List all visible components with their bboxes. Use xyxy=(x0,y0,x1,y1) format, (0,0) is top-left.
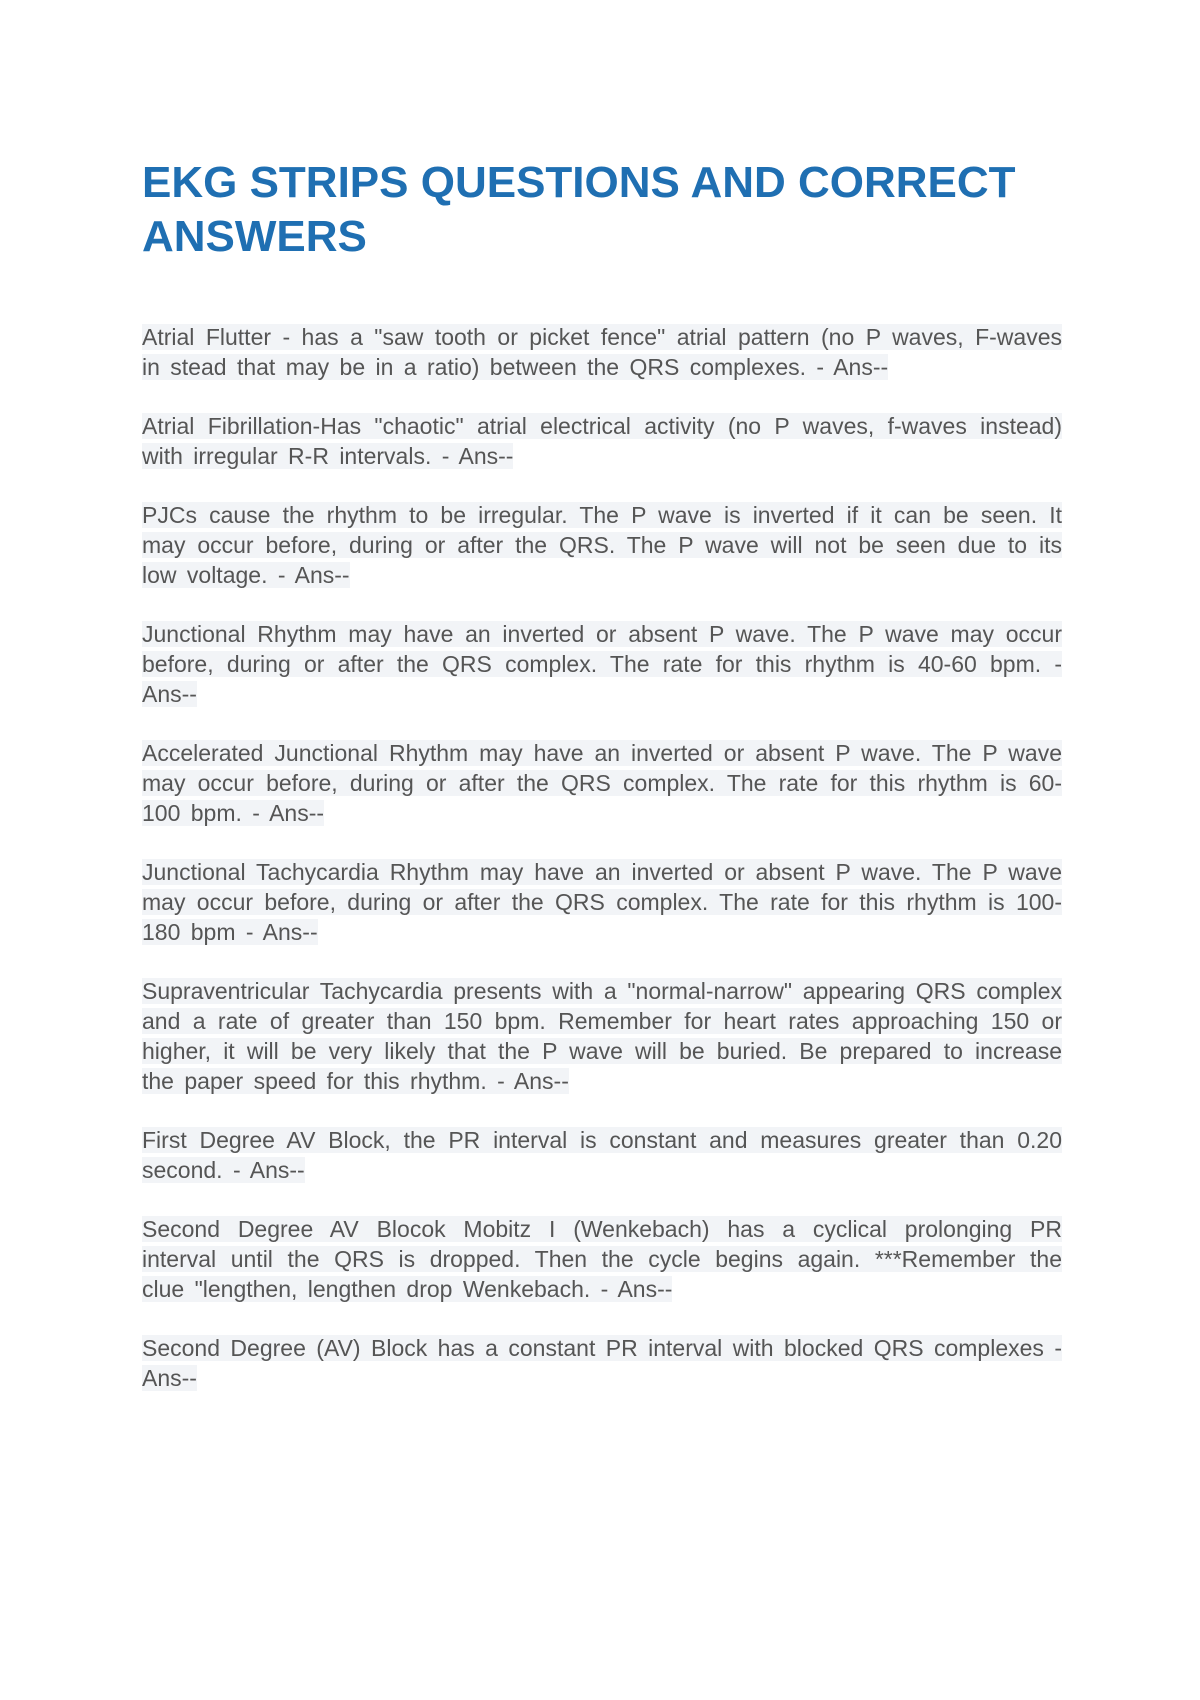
qa-item-mobitz-1 xyxy=(142,1214,1062,1304)
qa-item-text: Atrial Flutter - has a "saw tooth or picket fence" atrial pattern (no P waves, F-waves in stead that may be in a ratio) between the QRS complexes. - Ans-- xyxy=(142,324,1062,380)
qa-item-accelerated-junctional xyxy=(142,738,1062,828)
qa-item-atrial-flutter xyxy=(142,322,1062,382)
qa-item-text: Second Degree (AV) Block has a constant PR interval with blocked QRS complexes - Ans-- xyxy=(142,1335,1062,1391)
document-title: EKG STRIPS QUESTIONS AND CORRECT ANSWERS xyxy=(142,158,1016,261)
qa-item-first-degree-block xyxy=(142,1125,1062,1185)
qa-item-text: Junctional Rhythm may have an inverted or absent P wave. The P wave may occur before, during or after the QRS complex. The rate for this rhythm is 40-60 bpm. - Ans-- xyxy=(142,621,1062,707)
qa-item-junctional-rhythm xyxy=(142,619,1062,709)
qa-item-text: Second Degree AV Blocok Mobitz I (Wenkebach) has a cyclical prolonging PR interval until the QRS is dropped. Then the cycle begins again. ***Remember the clue "lengthen, lengthen drop Wenkebach. - Ans-- xyxy=(142,1216,1062,1302)
qa-item-text: PJCs cause the rhythm to be irregular. The P wave is inverted if it can be seen. It may occur before, during or after the QRS. The P wave will not be seen due to its low voltage. - Ans-- xyxy=(142,502,1062,588)
qa-item-junctional-tachycardia xyxy=(142,857,1062,947)
qa-item-text: Junctional Tachycardia Rhythm may have an inverted or absent P wave. The P wave may occur before, during or after the QRS complex. The rate for this rhythm is 100-180 bpm - Ans-- xyxy=(142,859,1062,945)
qa-item-text: First Degree AV Block, the PR interval is constant and measures greater than 0.20 second. - Ans-- xyxy=(142,1127,1062,1183)
qa-item-text: Atrial Fibrillation-Has "chaotic" atrial electrical activity (no P waves, f-waves instead) with irregular R-R intervals. - Ans-- xyxy=(142,413,1062,469)
qa-item-atrial-fibrillation xyxy=(142,411,1062,471)
qa-item-second-degree-block xyxy=(142,1333,1062,1393)
qa-item-text: Supraventricular Tachycardia presents with a "normal-narrow" appearing QRS complex and a rate of greater than 150 bpm. Remember for heart rates approaching 150 or higher, it will be very likely that the P wave will be buried. Be prepared to increase the paper speed for this rhythm. - Ans-- xyxy=(142,978,1062,1094)
qa-item-pjcs xyxy=(142,500,1062,590)
qa-list xyxy=(142,322,1062,1422)
qa-item-svt xyxy=(142,976,1062,1096)
qa-item-text: Accelerated Junctional Rhythm may have an inverted or absent P wave. The P wave may occur before, during or after the QRS complex. The rate for this rhythm is 60-100 bpm. - Ans-- xyxy=(142,740,1062,826)
